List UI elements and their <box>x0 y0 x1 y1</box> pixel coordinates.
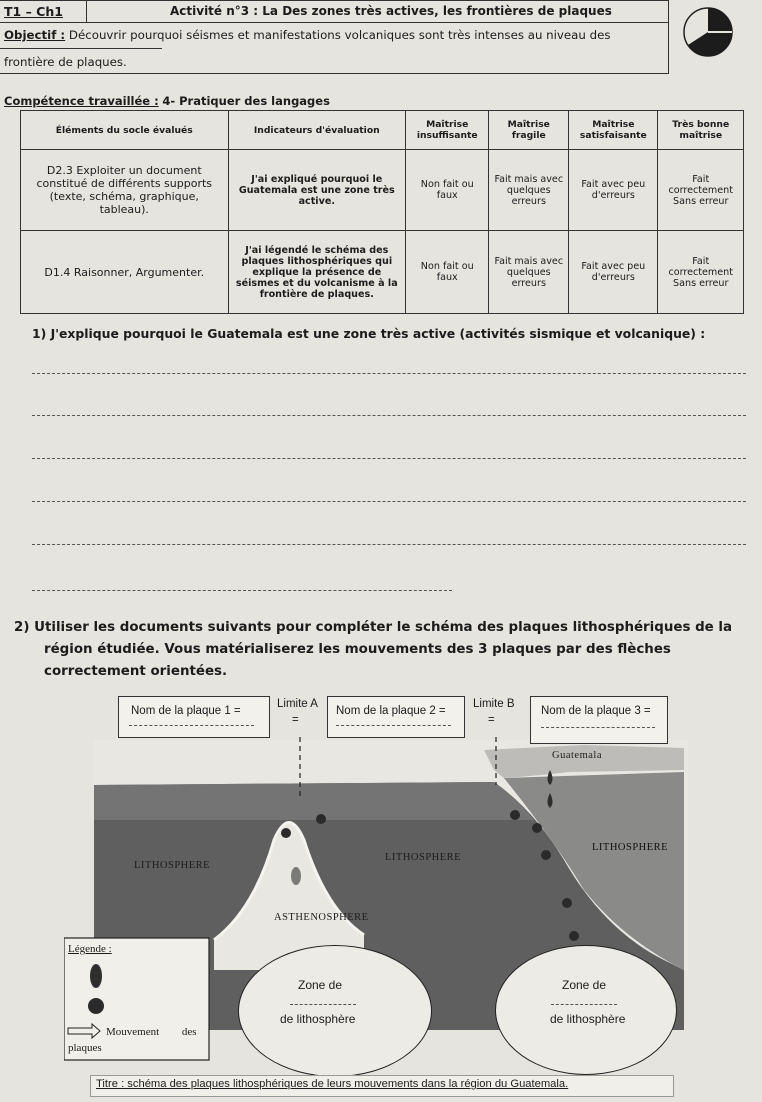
zone-left-label: Zone de <box>298 978 343 992</box>
answer-line[interactable] <box>32 544 746 545</box>
table-cell-insuffisante: Non fait ou faux <box>406 231 489 314</box>
pie-progress-icon <box>680 4 736 60</box>
lithosphere-left-label: LITHOSPHERE <box>134 860 211 871</box>
plate-2-label: Nom de la plaque 2 = <box>336 705 446 717</box>
table-cell-fragile: Fait mais avec quelques erreurs <box>489 150 569 231</box>
table-header-cell: Maîtrise fragile <box>489 111 569 150</box>
answer-line[interactable] <box>32 501 746 502</box>
competence-value: 4- Pratiquer des langages <box>162 94 330 108</box>
question-2-line-1: 2) Utiliser les documents suivants pour compléter le schéma des plaques lithosphériques de la <box>14 620 733 635</box>
limit-b-label: Limite B <box>473 698 515 710</box>
table-cell-element: D1.4 Raisonner, Argumenter. <box>21 231 229 314</box>
table-header-cell: Maîtrise satisfaisante <box>569 111 658 150</box>
table-header-row <box>21 111 744 150</box>
answer-line[interactable] <box>32 373 746 374</box>
table-header-cell: Indicateurs d'évaluation <box>228 111 406 150</box>
table-cell-fragile: Fait mais avec quelques erreurs <box>489 231 569 314</box>
question-2-line-2: région étudiée. Vous matérialiserez les mouvements des 3 plaques par des flèches <box>44 642 671 657</box>
header-vertical-divider <box>86 0 87 22</box>
table-row <box>21 231 744 314</box>
magma-drop-icon <box>291 867 301 885</box>
table-row <box>21 150 744 231</box>
question-1: 1) J'explique pourquoi le Guatemala est une zone très active (activités sismique et volcanique) : <box>32 326 706 341</box>
objective-label: Objectif : <box>4 28 66 42</box>
table-cell-indicator: J'ai légendé le schéma des plaques lithosphériques qui explique la présence de séismes et du volcanisme à la frontière de plaques. <box>228 231 406 314</box>
objective-line <box>4 28 611 42</box>
activity-title: Activité n°3 : La Des zones très actives, les frontières de plaques <box>170 4 612 18</box>
header-short-rule <box>0 48 162 49</box>
table-cell-satisfaisante: Fait avec peu d'erreurs <box>569 150 658 231</box>
objective-text: Découvrir pourquoi séismes et manifestations volcaniques sont très intenses au niveau des <box>68 28 611 42</box>
answer-line[interactable] <box>541 727 655 728</box>
answer-line[interactable] <box>32 590 452 591</box>
legend-movement-label-2: plaques <box>68 1042 102 1054</box>
answer-line[interactable] <box>336 725 451 726</box>
table-cell-indicator: J'ai expliqué pourquoi le Guatemala est une zone très active. <box>228 150 406 231</box>
plate-1-box[interactable] <box>118 696 270 738</box>
plate-3-box[interactable] <box>530 696 668 744</box>
limit-a-eq: = <box>292 714 299 726</box>
question-2-line-3: correctement orientées. <box>44 664 228 679</box>
table-cell-insuffisante: Non fait ou faux <box>406 150 489 231</box>
competence-label: Compétence travaillée : <box>4 94 159 108</box>
zone-right-sub: de lithosphère <box>550 1012 626 1026</box>
plate-2-box[interactable] <box>327 696 465 738</box>
legend-magma-icon <box>90 964 102 988</box>
lithosphere-right-label: LITHOSPHERE <box>592 842 669 853</box>
evaluation-table <box>20 110 744 314</box>
answer-line[interactable] <box>129 725 254 726</box>
ocean-plate-shape <box>94 782 534 820</box>
table-header-cell: Très bonne maîtrise <box>658 111 744 150</box>
limit-a-label: Limite A <box>277 698 318 710</box>
table-cell-tres-bonne: Fait correctement Sans erreur <box>658 231 744 314</box>
legend-title: Légende : <box>68 943 112 955</box>
table-header-cell: Maîtrise insuffisante <box>406 111 489 150</box>
answer-line[interactable] <box>32 458 746 459</box>
diagram-title: Titre : schéma des plaques lithosphériques de leurs mouvements dans la région du Guatemala. <box>96 1078 569 1090</box>
legend-earthquake-icon <box>88 998 104 1014</box>
zone-right-label: Zone de <box>562 978 607 992</box>
table-cell-satisfaisante: Fait avec peu d'erreurs <box>569 231 658 314</box>
zone-right-oval[interactable] <box>495 945 677 1075</box>
legend-movement-label: Mouvement des <box>106 1026 197 1038</box>
plate-3-label: Nom de la plaque 3 = <box>541 705 651 717</box>
answer-line[interactable] <box>551 1004 617 1005</box>
chapter-code: T1 – Ch1 <box>4 4 63 19</box>
zone-left-oval[interactable] <box>238 945 432 1077</box>
table-cell-tres-bonne: Fait correctement Sans erreur <box>658 150 744 231</box>
guatemala-label: Guatemala <box>552 750 602 761</box>
plate-1-label: Nom de la plaque 1 = <box>131 705 241 717</box>
lithosphere-mid-label: LITHOSPHERE <box>385 852 462 863</box>
header-divider <box>0 22 668 23</box>
competence-line <box>4 94 330 108</box>
asthenosphere-label: ASTHENOSPHERE <box>274 912 369 923</box>
zone-left-sub: de lithosphère <box>280 1012 356 1026</box>
objective-text-2: frontière de plaques. <box>4 55 127 69</box>
limit-b-eq: = <box>488 714 495 726</box>
table-cell-element: D2.3 Exploiter un document constitué de différents supports (texte, schéma, graphique, tableau). <box>21 150 229 231</box>
table-header-cell: Éléments du socle évalués <box>21 111 229 150</box>
answer-line[interactable] <box>32 415 746 416</box>
answer-line[interactable] <box>290 1004 356 1005</box>
